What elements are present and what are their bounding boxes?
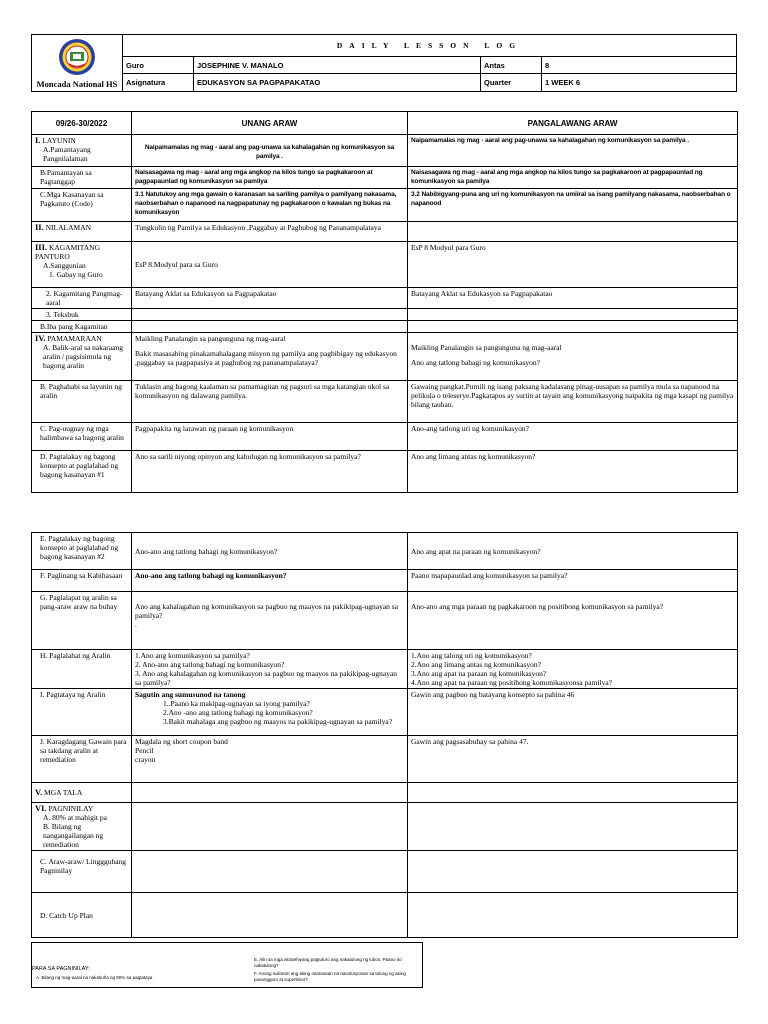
gabay-day1: EsP 8.Modyul para sa Guro	[132, 242, 408, 288]
paghahabi-day2: Gawaing pangkat.Pumili ng isang paksang kadalasang pinag-uusapan sa pamilya mula sa napanood na pelikula o teleserye.Pagkatapos ay suriin at tayain ang komunikasyong naipakita ng mga kasapi ng pamilya bilang tauhan.	[408, 381, 738, 423]
pangmag-aaral-day1: Batayang Aklat sa Edukasyon sa Pagpapakatao	[132, 288, 408, 309]
asignatura-label: Asignatura	[123, 74, 194, 92]
layunin-a-label: A.Pamantayang Pangnilalaman	[43, 145, 91, 163]
layunin-a-day1: Naipamamalas ng mag - aaral ang pag-unawa sa kahalagahan ng komunikasyon sa pamilya .	[132, 135, 408, 167]
quarter-value: 1 WEEK 6	[542, 74, 737, 92]
school-cell	[32, 35, 123, 92]
pagninilay-label: VI. PAGNINILAY A. 80% at mahigit pa B. Bilang ng nangangailangan ng remediation	[32, 803, 132, 851]
paghahabi-day1: Tuklasin ang bagong kaalaman sa pamamagitan ng pagsuri sa mga katangian ukol sa komunikasyon ng dalawang pamilya.	[132, 381, 408, 423]
nilalaman-day2	[408, 222, 738, 242]
lesson-table-page1	[31, 111, 738, 493]
layunin-label: I. LAYUNIN A.Pamantayang Pangnilalaman	[32, 135, 132, 167]
kagamitan-label: III. KAGAMITANG PANTURO A.Sanggunian 1. Gabay ng Guro	[32, 242, 132, 288]
school-name: Moncada National HS	[36, 79, 118, 89]
pagtalakay-1-label: D. Pagtalakay ng bagong konsepto at paglalahad ng bagong kasanayan #1	[32, 451, 132, 493]
footer-item-f: F. Anong suliranin ang aking naranasan na nasolusyonan sa tulong ng aking punungguro at superbisor?	[254, 971, 406, 982]
paglalapat-day2: Ano-ano ang mga paraan ng pagkakaroon ng positibong komunikasyon sa pamilya?	[408, 592, 738, 650]
catch-up-plan-label: D. Catch Up Plan	[32, 893, 132, 938]
karagdagang-gawain-day2: Gawin ang pagsasabuhay sa pahina 47.	[408, 736, 738, 783]
teksbuk-label: 3. Teksbuk	[32, 309, 132, 321]
paglalapat-label: G. Paglalapat ng aralin sa pang-araw araw na buhay	[32, 592, 132, 650]
quarter-label: Quarter	[481, 74, 542, 92]
layunin-c-label: C.Mga Kasanayan sa Pagkatuto (Code)	[32, 189, 132, 222]
pagtalakay-1-day1: Ano sa sarili niyong opinyon ang kahulugan ng komunikasyon sa pamilya?	[132, 451, 408, 493]
day2-header: PANGALAWANG ARAW	[408, 112, 738, 135]
pag-uugnay-day2: Ano-ang tatlong uri ng komunikasyon?	[408, 423, 738, 451]
header-table	[31, 34, 737, 92]
page-title: DAILY LESSON LOG	[123, 35, 737, 57]
layunin-b-day1: Naisasagawa ng mag - aaral ang mga angkop na kilos tungo sa pagkakaroon at pagpapaunlad ng komunikasyon sa pamilya	[132, 167, 408, 189]
paglinang-day1: Ano-ano ang tatlong bahagi ng komunikasyon?	[132, 570, 408, 592]
pagtalakay-1-day2: Ano ang limang antas ng komunikasyon?	[408, 451, 738, 493]
layunin-c-day1: 3.1 Natutukoy ang mga gawain o karanasan sa sariling pamilya o pamilyang nakasama, naobserbahan o napanood na nagpapatunay ng pagkakaroon o kawalan ng bukas na komunikasyon	[132, 189, 408, 222]
layunin-b-label: B.Pamantayan sa Pagtanggap	[32, 167, 132, 189]
paglinang-label: F. Paglinang sa Kabihasaan	[32, 570, 132, 592]
pangmag-aaral-day2: Batayang Aklat sa Edukasyon sa Pagpapakatao	[408, 288, 738, 309]
karagdagang-gawain-label: J. Karagdagang Gawain para sa takdang aralin at remediation	[32, 736, 132, 783]
nilalaman-day1: Tungkulin ng Pamilya sa Edukasyon ,Paggabay at Paghubog ng Pananampalataya	[132, 222, 408, 242]
pagtataya-day2: Gawin ang pagbuo ng batayang konsepto sa pahina 46	[408, 689, 738, 736]
pagtataya-label: I. Pagtataya ng Aralin	[32, 689, 132, 736]
guro-label: Guro	[123, 56, 194, 74]
paglalahat-day1: 1.Ano ang komunikasyon sa pamilya? 2. Ano-ano ang tatlong bahagi ng komunikasyon? 3. Ano ang kahalagahan ng komunikasyon sa pagbuo ng maayos na pakikipag-ugnayan sa pamilya?	[132, 650, 408, 689]
balik-aral-day1: Maikling Panalangin sa pangunguna ng mag-aaral Bakit masasabing pinakamahalagang misyon ng pamilya ang pagbibigay ng edukasyon ,paggabay sa pagpapasiya at paghubog ng pananampalataya?	[132, 333, 408, 381]
pagtalakay-2-day2: Ano ang apat na paraan ng komunikasyon?	[408, 533, 738, 570]
layunin-c-day2: 3.2 Nabibigyang-puna ang uri ng komunikasyon na umiiral sa isang pamilyang nakasama, naobserbahan o napanood	[408, 189, 738, 222]
pagtataya-day1: Sagutin ang sumusunod na tanong 1..Paano ka makipag-ugnayan sa iyong pamilya? 2.Ano -ano ang tatlong bahagi ng komunikasyon? 3.Bakit mahalaga ang pagbuo ng maayos na pakikipag-ugnayan sa pamilya?	[132, 689, 408, 736]
antas-label: Antas	[481, 56, 542, 74]
para-sa-pagninilay-label: PARA SA PAGNINILAY:	[32, 966, 90, 972]
mga-tala-label: V. MGA TALA	[32, 783, 132, 803]
pamamaraan-label: IV. PAMAMARAAN A. Balik-aral sa nakaraang aralin / pagsisimula ng bagong aralin	[32, 333, 132, 381]
paglinang-day2: Paano mapapaunlad ang komunikasyon sa pamilya?	[408, 570, 738, 592]
layunin-a-day2: Naipamamalas ng mag - aaral ang pag-unawa sa kahalagahan ng komunikasyon sa pamilya .	[408, 135, 738, 167]
paglalahat-label: H. Paglalahat ng Aralin	[32, 650, 132, 689]
lesson-table-page2	[31, 532, 738, 938]
antas-value: 8	[542, 56, 737, 74]
karagdagang-gawain-day1: Magdala ng short coupon band Pencil crayon	[132, 736, 408, 783]
school-logo-icon	[57, 37, 97, 77]
kagamitang-pangmag-aaral-label: 2. Kagamitang Pangmag-aaral	[32, 288, 132, 309]
guro-value: JOSEPHINE V. MANALO	[194, 56, 481, 74]
pagninilay-footer-box	[31, 942, 423, 988]
pag-uugnay-label: C. Pag-uugnay ng mga halimbawa sa bagong aralin	[32, 423, 132, 451]
footer-item-a: A. Bilang ng mag-aaral na nakakuha ng 80% sa pagtataya	[36, 975, 153, 980]
balik-aral-day2: Maikling Panalangin sa pangunguna ng mag-aaral Ano ang tatlong bahagi ng komunikasyon?	[408, 333, 738, 381]
pagtalakay-2-day1: Ano-ano ang tatlong bahagi ng komunikasyon?	[132, 533, 408, 570]
date-header: 09/26-30/2022	[32, 112, 132, 135]
layunin-b-day2: Naisasagawa ng mag - aaral ang mga angkop na kilos tungo sa pagkakaroon at pagpapaunlad ng komunikasyon sa pamilya	[408, 167, 738, 189]
gabay-day2: EsP 8 Modyul para Guro	[408, 242, 738, 288]
araw-araw-pagninilay-label: C. Araw-araw/ Linggguhang Pagninilay	[32, 851, 132, 893]
asignatura-value: EDUKASYON SA PAGPAPAKATAO	[194, 74, 481, 92]
nilalaman-label: II. NILALAMAN	[32, 222, 132, 242]
pag-uugnay-day1: Pagpapakita ng larawan ng paraan ng komunikasyon	[132, 423, 408, 451]
day1-header: UNANG ARAW	[132, 112, 408, 135]
pagtalakay-2-label: E. Pagtalakay ng bagong konsepto at paglalahad ng bagong kasanayan #2	[32, 533, 132, 570]
footer-item-e: E. Alin sa mga istratehiyang pagtuturo ang nakatulong ng lubos. Paano ito nakatulong?	[254, 957, 402, 968]
paglalapat-day1: Ano ang kahalagahan ng komunikasyon sa pagbuo ng maayos na pakikipag-ugnayan sa pamilya? .	[132, 592, 408, 650]
iba-pang-kagamitan-label: B.Iba pang Kagamitan	[32, 321, 132, 333]
paglalahat-day2: 1.Ano ang talong uri ng komunikasyon? 2.Ano ang limang antas ng komunikasyon? 3.Ano ang apat na paraan ng komunikasyon? 4.Ano ang apat na paraan ng positibong komunikasyonsa pamilya?	[408, 650, 738, 689]
paghahabi-label: B. Paghahabi sa layunin ng aralin	[32, 381, 132, 423]
